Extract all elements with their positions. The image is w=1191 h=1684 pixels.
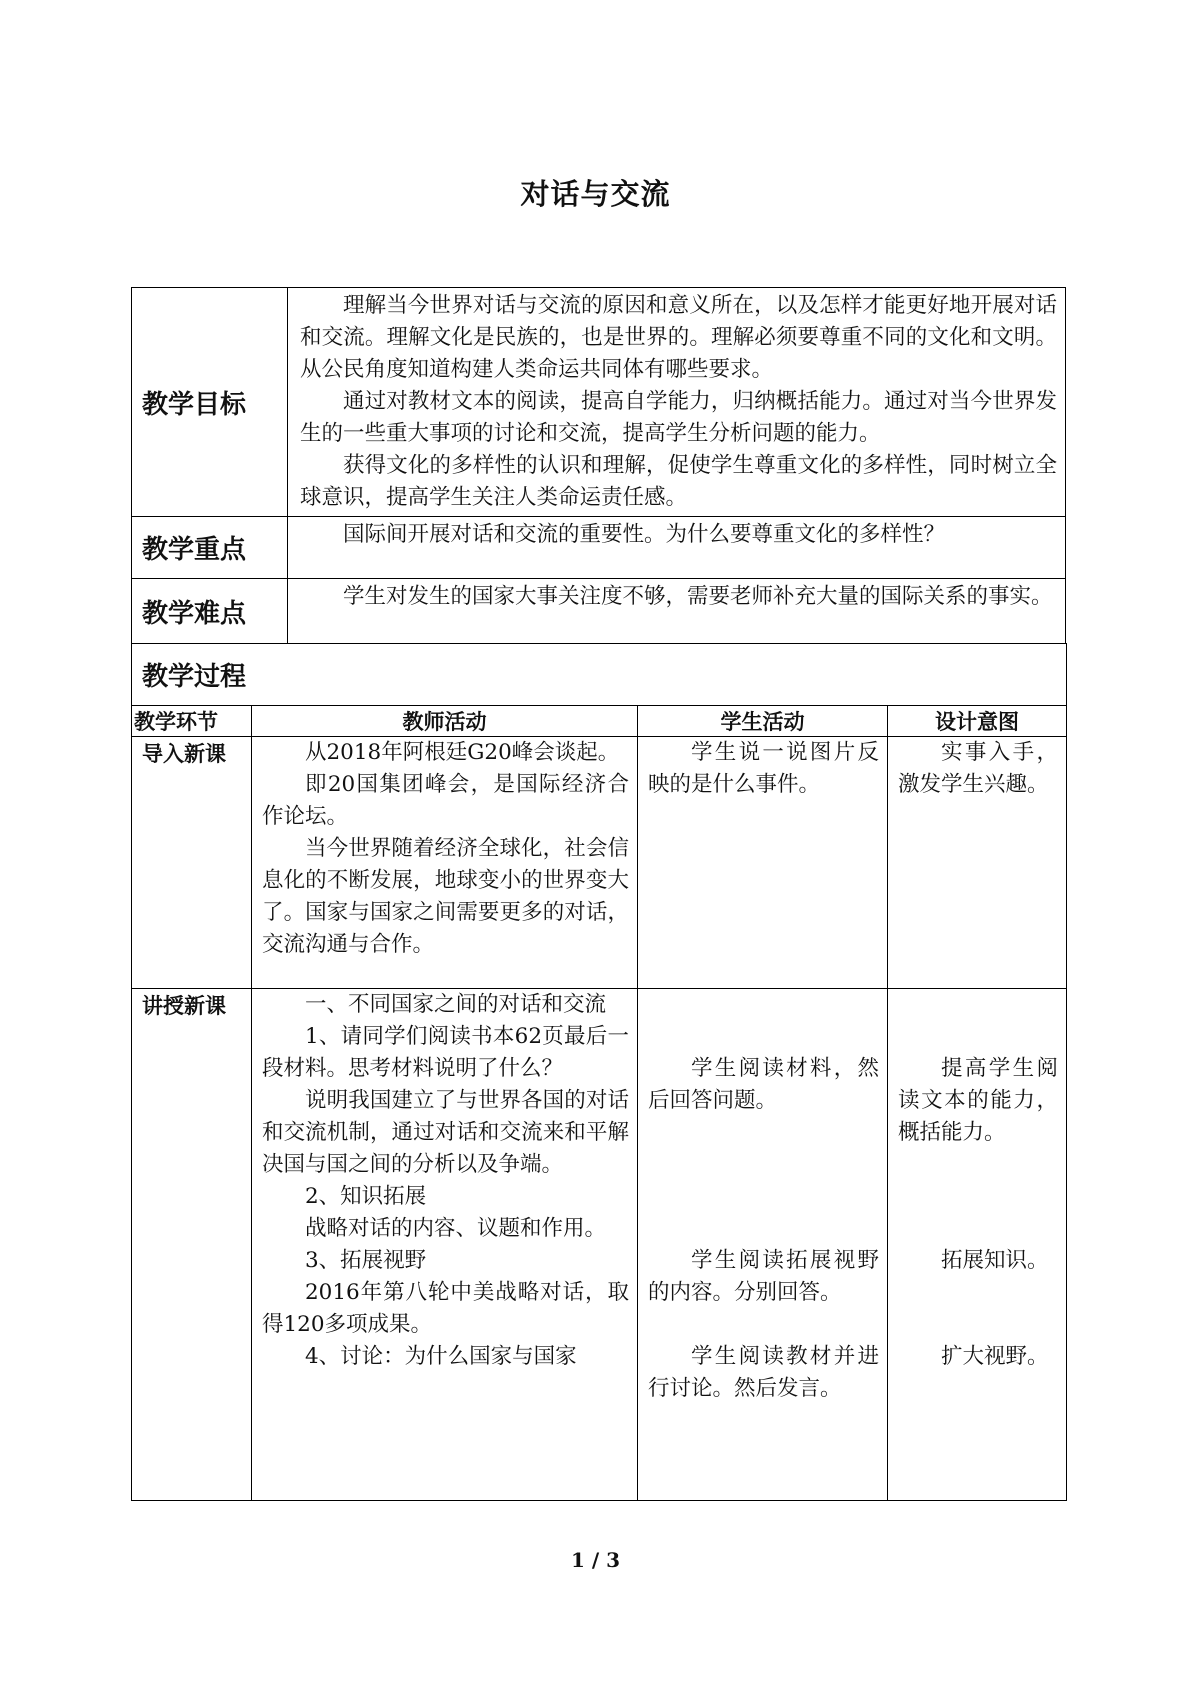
student-paragraph: 学生阅读材料，然后回答问题。 (648, 1056, 879, 1113)
student-activity (638, 989, 888, 1501)
key-points-label: 教学重点 (132, 517, 288, 579)
teacher-paragraph: 2016年第八轮中美战略对话，取得120多项成果。 (262, 1280, 629, 1337)
key-points-content (288, 517, 1066, 579)
student-paragraph: 学生说一说图片反映的是什么事件。 (648, 740, 879, 797)
teacher-paragraph: 2、知识拓展 (305, 1184, 427, 1209)
teacher-paragraph: 一、不同国家之间的对话和交流 (305, 992, 607, 1017)
process-label: 教学过程 (132, 643, 1067, 706)
overview-table (131, 287, 1066, 644)
teacher-paragraph: 当今世界随着经济全球化，社会信息化的不断发展，地球变小的世界变大了。国家与国家之间需要更多的对话，交流沟通与合作。 (262, 836, 629, 957)
teacher-paragraph: 1、请同学们阅读书本62页最后一段材料。思考材料说明了什么？ (262, 1024, 629, 1081)
difficulties-label: 教学难点 (132, 579, 288, 644)
student-paragraph: 学生阅读教材并进行讨论。然后发言。 (648, 1344, 879, 1401)
stage-cell: 讲授新课 (132, 989, 252, 1501)
header-intent: 设计意图 (888, 706, 1067, 737)
header-teacher: 教师活动 (252, 706, 638, 737)
header-stage: 教学环节 (132, 706, 252, 737)
intent-paragraph: 提高学生阅读文本的能力，概括能力。 (898, 1056, 1059, 1145)
teacher-paragraph: 战略对话的内容、议题和作用。 (305, 1216, 607, 1241)
student-paragraph: 学生阅读拓展视野的内容。分别回答。 (648, 1248, 879, 1305)
objectives-label: 教学目标 (132, 288, 288, 517)
intent-paragraph: 扩大视野。 (941, 1344, 1049, 1369)
design-intent (888, 737, 1067, 989)
difficulties-text: 学生对发生的国家大事关注度不够，需要老师补充大量的国际关系的事实。 (343, 584, 1053, 609)
teacher-paragraph: 即20国集团峰会，是国际经济合作论坛。 (262, 772, 629, 829)
intent-paragraph: 拓展知识。 (941, 1248, 1049, 1273)
intent-paragraph: 实事入手，激发学生兴趣。 (898, 740, 1059, 797)
teacher-paragraph: 3、拓展视野 (305, 1248, 427, 1273)
key-points-text: 国际间开展对话和交流的重要性。为什么要尊重文化的多样性？ (343, 522, 946, 547)
header-student: 学生活动 (638, 706, 888, 737)
stage-cell: 导入新课 (132, 737, 252, 989)
difficulties-content (288, 579, 1066, 644)
objectives-content (288, 288, 1066, 517)
process-table (131, 643, 1067, 1501)
document-title: 对话与交流 (520, 177, 671, 211)
teacher-paragraph: 说明我国建立了与世界各国的对话和交流机制，通过对话和交流来和平解决国与国之间的分析以及争端。 (262, 1088, 629, 1177)
objectives-paragraph: 获得文化的多样性的认识和理解，促使学生尊重文化的多样性，同时树立全球意识，提高学生关注人类命运责任感。 (300, 453, 1057, 510)
page-number: 1 / 3 (570, 1548, 621, 1572)
teacher-paragraph: 从2018年阿根廷G20峰会谈起。 (305, 740, 620, 765)
objectives-paragraph: 通过对教材文本的阅读，提高自学能力，归纳概括能力。通过对当今世界发生的一些重大事项的讨论和交流，提高学生分析问题的能力。 (300, 389, 1057, 446)
design-intent (888, 989, 1067, 1501)
teacher-activity (252, 737, 638, 989)
student-activity (638, 737, 888, 989)
teacher-activity (252, 989, 638, 1501)
lesson-plan-table (131, 287, 1066, 1501)
objectives-paragraph: 理解当今世界对话与交流的原因和意义所在，以及怎样才能更好地开展对话和交流。理解文化是民族的，也是世界的。理解必须要尊重不同的文化和文明。从公民角度知道构建人类命运共同体有哪些要求。 (300, 293, 1057, 382)
teacher-paragraph: 4、讨论：为什么国家与国家 (305, 1344, 577, 1369)
